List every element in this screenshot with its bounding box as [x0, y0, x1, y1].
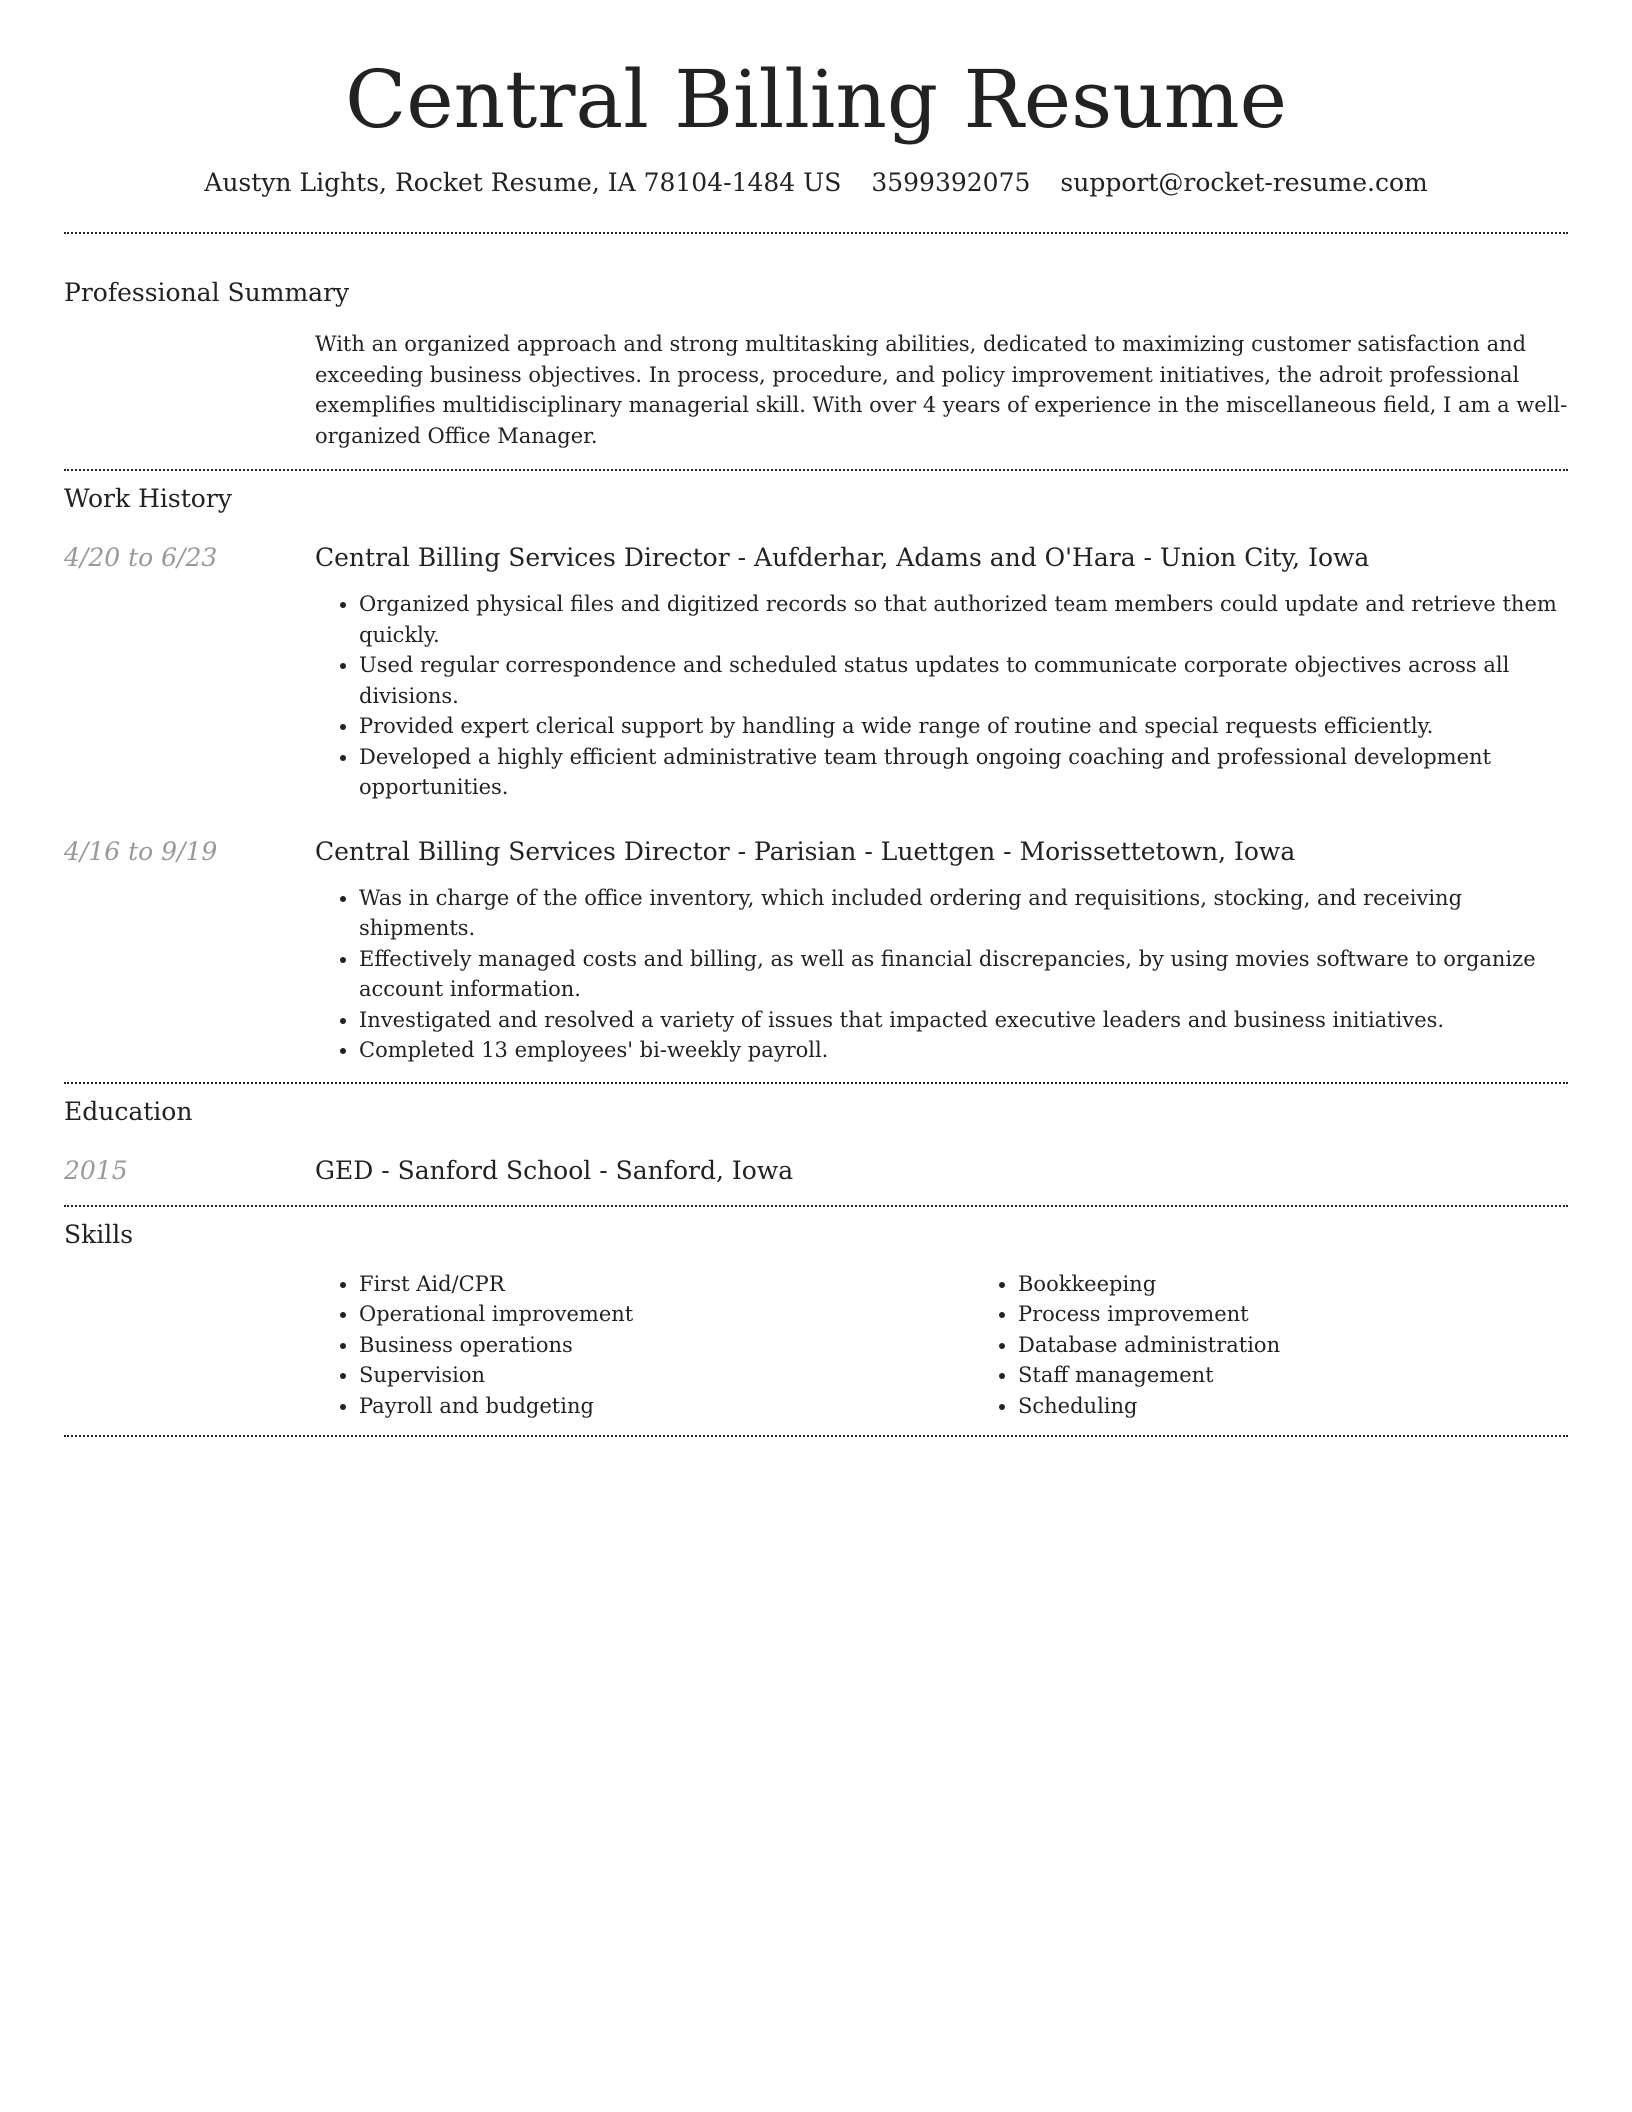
skill-item: • Staff management [1018, 1360, 1608, 1391]
skill-item: • Database administration [1018, 1330, 1608, 1361]
job-bullet: • Investigated and resolved a variety of issues that impacted executive leaders and business initiatives. [359, 1005, 1568, 1036]
section-divider [64, 469, 1568, 471]
skill-item: • Business operations [359, 1330, 974, 1361]
resume-title: Central Billing Resume [345, 53, 1287, 146]
education-year: 2015 [64, 1155, 128, 1185]
job-entry [64, 541, 1568, 803]
section-divider [64, 232, 1568, 234]
skills-list-left [315, 1269, 974, 1422]
section-divider [64, 1082, 1568, 1084]
job-heading: Central Billing Services Director - Parisian - Luettgen - Morissettetown, Iowa [315, 836, 1296, 866]
section-divider [64, 1435, 1568, 1437]
job-bullet: • Was in charge of the office inventory, which included ordering and requisitions, stocking, and receiving shipments. [359, 883, 1568, 944]
job-bullet: • Organized physical files and digitized records so that authorized team members could update and retrieve them quickly. [359, 589, 1568, 650]
education-heading-line: GED - Sanford School - Sanford, Iowa [315, 1155, 794, 1185]
job-entry [64, 835, 1568, 1066]
skill-item: • Process improvement [1018, 1299, 1608, 1330]
job-dates: 4/20 to 6/23 [64, 543, 218, 572]
job-dates: 4/16 to 9/19 [64, 836, 218, 866]
job-bullet: • Developed a highly efficient administrative team through ongoing coaching and professional development opportunities. [359, 742, 1568, 803]
job-bullets [315, 883, 1568, 1066]
job-bullet: • Effectively managed costs and billing, as well as financial discrepancies, by using movies software to organize account information. [359, 944, 1568, 1005]
skills-heading: Skills [64, 1219, 134, 1249]
skill-item: • Supervision [359, 1360, 974, 1391]
summary-section [64, 276, 1568, 451]
skill-item: • Bookkeeping [1018, 1269, 1608, 1300]
job-bullet: • Completed 13 employees' bi-weekly payroll. [359, 1035, 1568, 1066]
contact-phone: 3599392075 [871, 168, 1031, 197]
skill-item: • First Aid/CPR [359, 1269, 974, 1300]
work-history-section [64, 482, 1568, 1066]
skill-item: • Scheduling [1018, 1391, 1608, 1422]
job-bullet: • Used regular correspondence and scheduled status updates to communicate corporate objectives across all divisions. [359, 650, 1568, 711]
skills-section [64, 1218, 1568, 1422]
education-heading: Education [64, 1096, 193, 1126]
section-divider [64, 1205, 1568, 1207]
contact-address: Austyn Lights, Rocket Resume, IA 78104-1484 US [204, 168, 842, 197]
contact-line [64, 166, 1568, 200]
skill-item: • Payroll and budgeting [359, 1391, 974, 1422]
resume-page [64, 0, 1568, 1437]
work-history-heading: Work History [64, 484, 232, 513]
contact-email: support@rocket-resume.com [1060, 168, 1428, 197]
education-section [64, 1095, 1568, 1188]
skill-item: • Operational improvement [359, 1299, 974, 1330]
education-entry [64, 1154, 1568, 1188]
summary-text: With an organized approach and strong multitasking abilities, dedicated to maximizing customer satisfaction and exceeding business objectives. In process, procedure, and policy improvement initiatives, the adroit professional exemplifies multidisciplinary managerial skill. With over 4 years of experience in the miscellaneous field, I am a well-organized Office Manager. [315, 332, 1568, 448]
skills-list-right [974, 1269, 1608, 1422]
job-bullet: • Provided expert clerical support by handling a wide range of routine and special requests efficiently. [359, 711, 1568, 742]
job-bullets [315, 589, 1568, 803]
job-heading: Central Billing Services Director - Aufderhar, Adams and O'Hara - Union City, Iowa [315, 543, 1370, 572]
summary-heading: Professional Summary [64, 278, 350, 307]
